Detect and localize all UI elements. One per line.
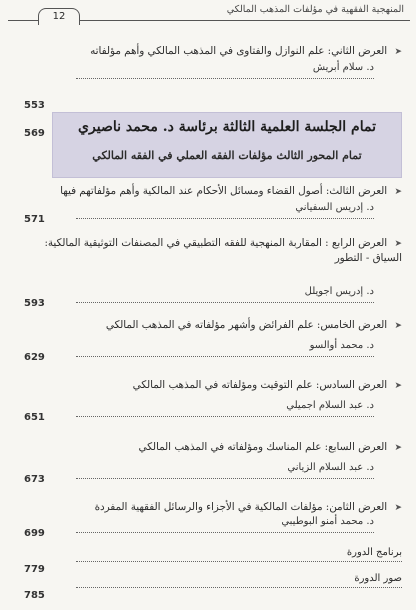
entry-title-text: العرض السادس: علم التوقيت ومؤلفاته في المذهب المالكي — [132, 379, 388, 391]
entry-title-text: العرض الثامن: مؤلفات المالكية في الأجزاء والرسائل الفقهية المفردة — [94, 501, 388, 513]
entry-title-text: العرض الثاني: علم النوازل والفتاوى في المذهب المالكي وأهم مؤلفاته — [90, 45, 388, 57]
entry-page-number: 571 — [24, 214, 45, 225]
feather-bullet-icon: ➤ — [394, 381, 402, 391]
feather-bullet-icon: ➤ — [394, 503, 402, 513]
entry-title — [32, 378, 402, 393]
entry-page-number: 779 — [24, 564, 45, 575]
entry-title — [32, 440, 402, 455]
entry-page-number: 699 — [24, 528, 45, 539]
feather-bullet-icon: ➤ — [394, 47, 402, 57]
session-banner — [52, 112, 402, 178]
closing-label: برنامج الدورة — [343, 547, 402, 558]
entry-author: د. إدريس اجويلل — [301, 286, 374, 297]
closing-leader — [76, 547, 402, 562]
entry-page-number: 651 — [24, 412, 45, 423]
closing-leader — [76, 573, 402, 588]
feather-bullet-icon: ➤ — [394, 443, 402, 453]
entry-page-number: 673 — [24, 474, 45, 485]
author-leader — [76, 516, 374, 533]
author-leader — [76, 62, 374, 79]
entry-page-number: 553 — [24, 100, 45, 111]
author-leader — [76, 202, 374, 219]
author-leader — [76, 286, 374, 303]
entry-title — [32, 44, 402, 59]
entry-author: د. عبد السلام الزياني — [283, 462, 374, 473]
author-leader — [76, 462, 374, 479]
session-subtitle: تمام المحور الثالث مؤلفات الفقه العملي في الفقه المالكي — [92, 149, 362, 162]
entry-title — [32, 318, 402, 333]
entry-author: د. إدريس السفياني — [291, 202, 374, 213]
entry-title — [32, 500, 402, 515]
entry-title-text: العرض السابع: علم المناسك ومؤلفاته في المذهب المالكي — [138, 441, 388, 453]
page-header — [0, 0, 416, 28]
entry-title-text: العرض الخامس: علم الفرائض وأشهر مؤلفاته في المذهب المالكي — [105, 319, 388, 331]
entry-author: د. سلام أبريش — [309, 62, 374, 73]
feather-bullet-icon: ➤ — [394, 187, 402, 197]
entry-title-text: العرض الرابع : المقاربة المنهجية للفقه التطبيقي في المصنفات التوثيقية المالكية: السياق - التطور — [44, 237, 402, 264]
toc-entry-photos[interactable] — [0, 573, 416, 601]
entry-title — [32, 236, 402, 265]
entry-page-number: 629 — [24, 352, 45, 363]
session-page-number: 569 — [24, 128, 45, 139]
feather-bullet-icon: ➤ — [394, 321, 402, 331]
closing-label: صور الدورة — [350, 573, 402, 584]
entry-author: د. عبد السلام اجميلي — [282, 400, 374, 411]
running-head: المنهجية الفقهية في مؤلفات المذهب المالكي — [226, 4, 404, 15]
page-number: 12 — [38, 8, 80, 25]
feather-bullet-icon: ➤ — [394, 239, 402, 249]
author-leader — [76, 400, 374, 417]
entry-page-number: 785 — [24, 590, 45, 601]
author-leader — [76, 340, 374, 357]
entry-author: د. محمد أمنو البوطيبي — [277, 516, 374, 527]
toc-entry-program[interactable] — [0, 547, 416, 575]
entry-page-number: 593 — [24, 298, 45, 309]
entry-title — [32, 184, 402, 199]
entry-author: د. محمد أوالسو — [306, 340, 374, 351]
entry-title-text: العرض الثالث: أصول القضاء ومسائل الأحكام عند المالكية وأهم مؤلفاتهم فيها — [60, 185, 388, 197]
session-title: تمام الجلسة العلمية الثالثة برئاسة د. محمد ناصيري — [78, 119, 376, 135]
